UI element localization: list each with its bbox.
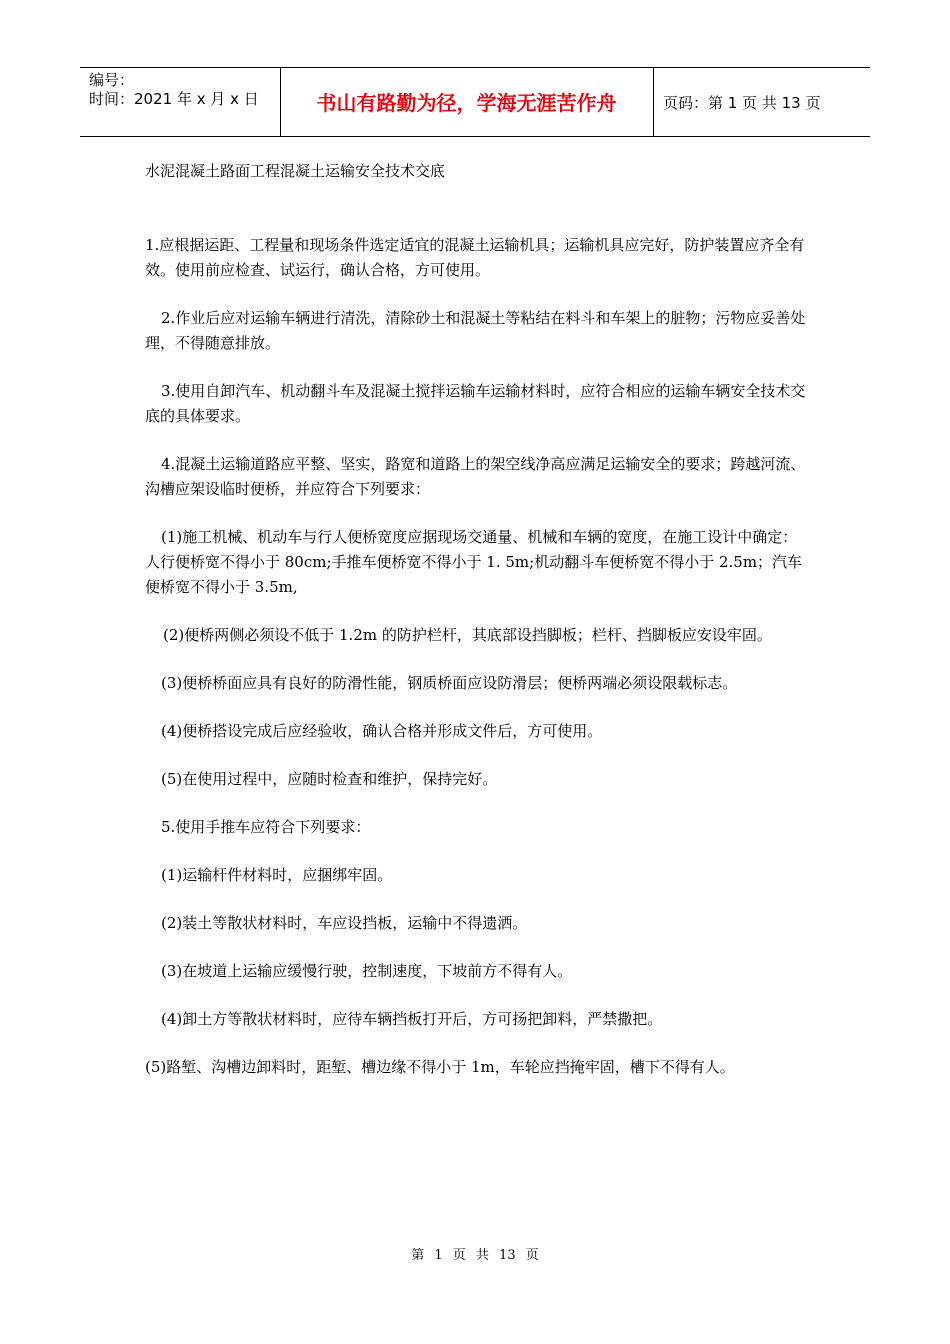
paragraph-4-4: (4)便桥搭设完成后应经验收，确认合格并形成文件后，方可使用。	[161, 722, 603, 740]
paragraph-5-2: (2)装土等散状材料时，车应设挡板，运输中不得遗洒。	[161, 914, 528, 932]
document-title: 水泥混凝土路面工程混凝土运输安全技术交底	[145, 162, 446, 180]
header-motto: 书山有路勤为径，学海无涯苦作舟	[316, 91, 617, 115]
paragraph-3: 3.使用自卸汽车、机动翻斗车及混凝土搅拌运输车运输材料时，应符合相应的运输车辆安全技术交底的具体要求。	[145, 382, 806, 425]
paragraph-5: 5.使用手推车应符合下列要求：	[161, 818, 371, 836]
header-table	[80, 67, 870, 137]
document-body	[145, 233, 810, 1103]
paragraph-4-3: (3)便桥桥面应具有良好的防滑性能，钢质桥面应设防滑层；便桥两端必须设限载标志。	[161, 674, 738, 692]
header-left-cell	[80, 68, 281, 136]
paragraph-4-2: (2)便桥两侧必须设不低于 1.2m 的防护栏杆，其底部设挡脚板；栏杆、挡脚板应安设牢固。	[163, 626, 772, 644]
header-page-info: 页码：第 1 页 共 13 页	[663, 94, 821, 112]
paragraph-5-1: (1)运输杆件材料时，应捆绑牢固。	[161, 866, 393, 884]
paragraph-5-4: (4)卸土方等散状材料时，应待车辆挡板打开后，方可扬把卸料，严禁撒把。	[161, 1010, 663, 1028]
header-motto-cell	[280, 68, 654, 136]
paragraph-4-1: (1)施工机械、机动车与行人便桥宽度应据现场交通量、机械和车辆的宽度，在施工设计中确定：人行便桥宽不得小于 80cm;手推车便桥宽不得小于 1. 5m;机动翻斗车便桥宽不得小于 2.5m；汽车便桥宽不得小于 3.5m,	[145, 528, 803, 596]
document-date-label: 时间：2021 年 x 月 x 日	[89, 90, 259, 108]
paragraph-4: 4.混凝土运输道路应平整、坚实，路宽和道路上的架空线净高应满足运输安全的要求；跨越河流、沟槽应架设临时便桥，并应符合下列要求：	[145, 455, 806, 498]
paragraph-4-5: (5)在使用过程中，应随时检查和维护，保持完好。	[161, 770, 498, 788]
paragraph-5-5: (5)路堑、沟槽边卸料时，距堑、槽边缘不得小于 1m，车轮应挡掩牢固，槽下不得有人。	[145, 1058, 735, 1076]
paragraph-2: 2.作业后应对运输车辆进行清洗，清除砂土和混凝土等粘结在料斗和车架上的脏物；污物应妥善处理，不得随意排放。	[145, 309, 806, 352]
paragraph-1: 1.应根据运距、工程量和现场条件选定适宜的混凝土运输机具；运输机具应完好，防护装置应齐全有效。使用前应检查、试运行，确认合格，方可使用。	[145, 236, 805, 279]
paragraph-5-3: (3)在坡道上运输应缓慢行驶，控制速度，下坡前方不得有人。	[161, 962, 573, 980]
document-number-label: 编号：	[89, 71, 135, 89]
page-footer: 第 1 页 共 13 页	[411, 1248, 539, 1263]
header-page-cell	[654, 68, 870, 136]
